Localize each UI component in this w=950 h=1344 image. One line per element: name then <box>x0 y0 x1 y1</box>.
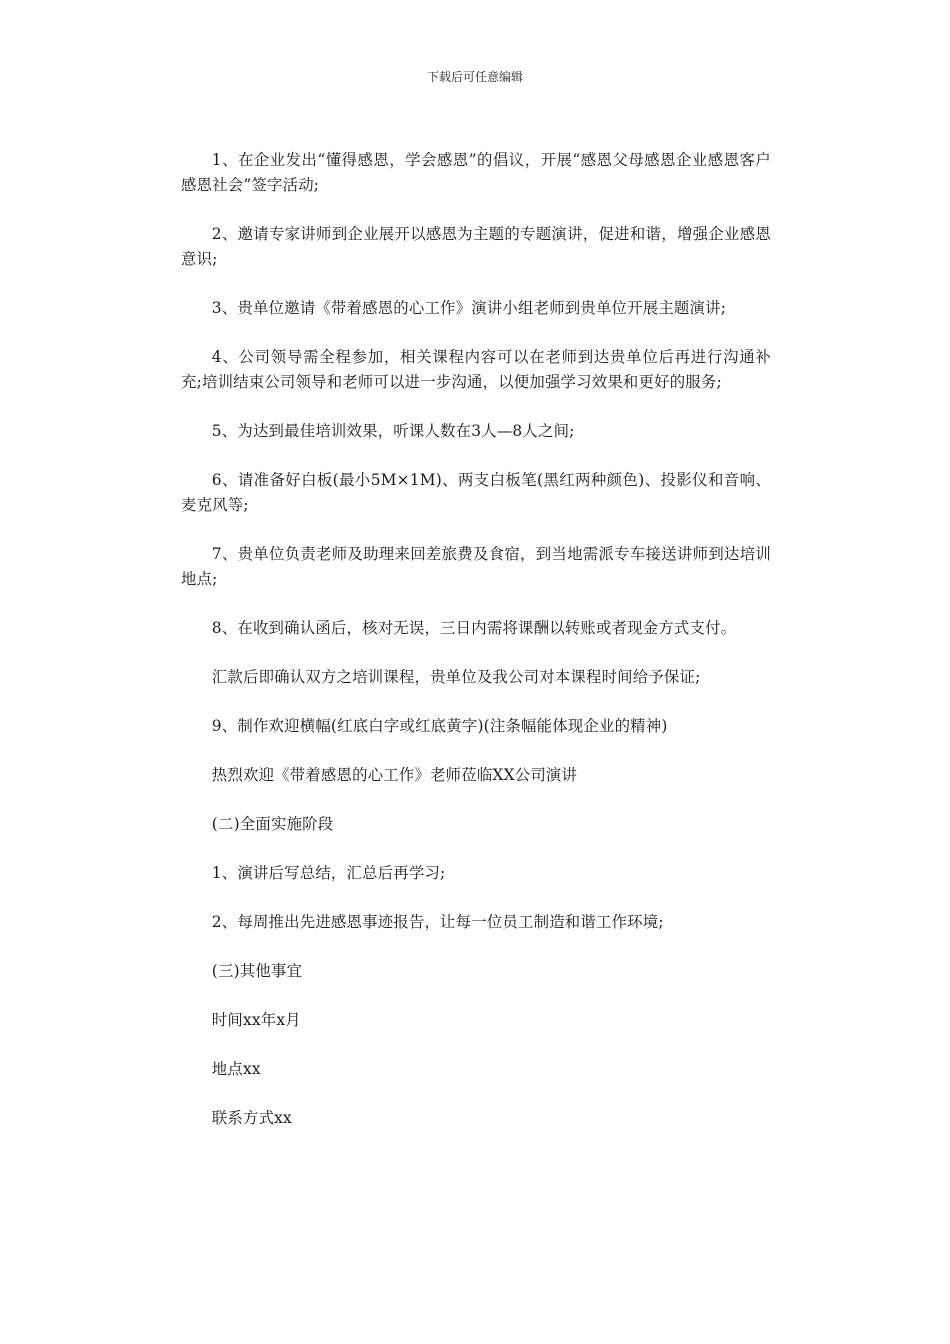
paragraph-contact: 联系方式xx <box>211 1109 292 1127</box>
paragraph-item-2: 2、邀请专家讲师到企业展开以感恩为主题的专题演讲，促进和谐，增强企业感恩意识; <box>181 225 771 268</box>
paragraph-item-9: 9、制作欢迎横幅(红底白字或红底黄字)(注条幅能体现企业的精神) <box>211 717 668 735</box>
paragraph-item-1: 1、在企业发出“懂得感恩，学会感恩”的倡议，开展“感恩父母感恩企业感恩客户感恩社会”签字活动; <box>181 151 771 194</box>
paragraph-item-3: 3、贵单位邀请《带着感恩的心工作》演讲小组老师到贵单位开展主题演讲; <box>211 299 727 317</box>
paragraph-item-7: 7、贵单位负责老师及助理来回差旅费及食宿，到当地需派专车接送讲师到达培训地点; <box>181 545 771 588</box>
section-heading-implementation: (二)全面实施阶段 <box>211 815 334 833</box>
paragraph-item-6: 6、请准备好白板(最小5M×1M)、两支白板笔(黑红两种颜色)、投影仪和音响、麦克风等; <box>181 471 771 514</box>
paragraph-item-8: 8、在收到确认函后，核对无误，三日内需将课酬以转账或者现金方式支付。 <box>211 619 737 637</box>
page-header: 下载后可任意编辑 <box>426 70 523 84</box>
paragraph-location: 地点xx <box>211 1060 261 1078</box>
paragraph-banner-text: 热烈欢迎《带着感恩的心工作》老师莅临XX公司演讲 <box>211 766 578 784</box>
document-body <box>181 148 771 1155</box>
paragraph-remittance-note: 汇款后即确认双方之培训课程，贵单位及我公司对本课程时间给予保证; <box>211 668 701 686</box>
paragraph-implementation-1: 1、演讲后写总结，汇总后再学习; <box>211 864 446 882</box>
paragraph-time: 时间xx年x月 <box>211 1011 301 1029</box>
paragraph-item-4: 4、公司领导需全程参加，相关课程内容可以在老师到达贵单位后再进行沟通补充;培训结束公司领导和老师可以进一步沟通，以便加强学习效果和更好的服务; <box>181 348 771 391</box>
paragraph-implementation-2: 2、每周推出先进感恩事迹报告，让每一位员工制造和谐工作环境; <box>211 913 664 931</box>
section-heading-other: (三)其他事宜 <box>211 962 303 980</box>
paragraph-item-5: 5、为达到最佳培训效果，听课人数在3人—8人之间; <box>211 422 575 440</box>
